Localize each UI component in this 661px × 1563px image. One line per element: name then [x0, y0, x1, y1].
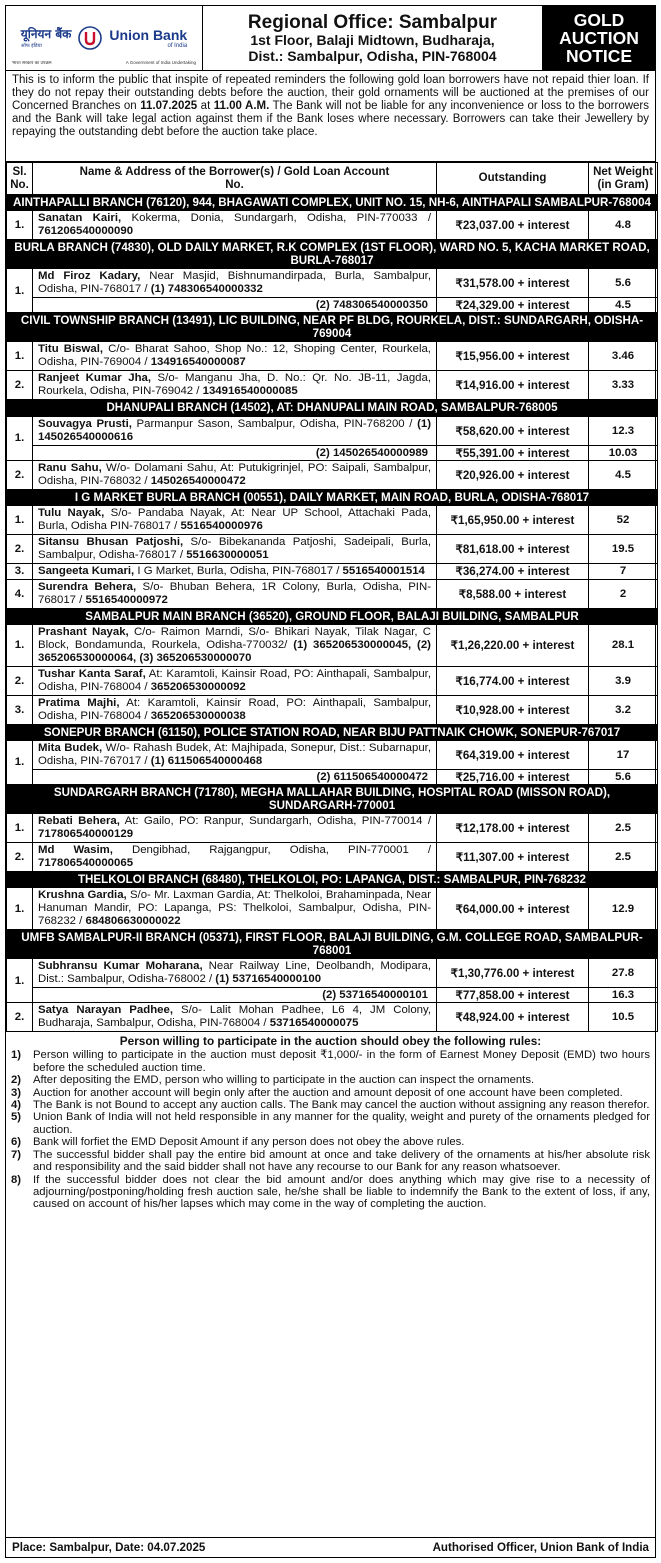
office-address-line3: Dist.: Sambalpur, Odisha, PIN-768004 [248, 47, 497, 64]
rule-text: Union Bank of India will not held responsible in any manner for the quality, weight and purety of the ornaments pledged for auction. [33, 1111, 650, 1136]
union-bank-logo [6, 6, 203, 70]
rules-list [11, 1049, 650, 1210]
borrower-address: C/o- Raimon Marndi, S/o- Bhikari Nayak, Tilak Nagar, C Block, Bondamunda, Rourkela, Odisha-770032/ [38, 625, 431, 651]
borrower-details [33, 579, 437, 608]
gold-loan-account-no: 5516630000051 [186, 548, 269, 561]
gold-loan-account-no: 684806630000022 [85, 915, 181, 928]
sl-no: 1. [7, 416, 33, 460]
borrower-row [7, 579, 658, 608]
sl-no: 1. [7, 740, 33, 784]
borrower-details [33, 959, 437, 988]
gold-loan-account-no: 365206530000038 [150, 709, 246, 722]
net-weight: 12.3 [589, 416, 658, 445]
borrower-details [33, 342, 437, 371]
net-weight: 3.33 [589, 371, 658, 400]
borrower-address: At: Karamtoli, Kainsir Road, PO: Ainthapali, Sambalpur, Odisha, PIN-768004 / [38, 696, 431, 722]
outstanding-amount: ₹55,391.00 + interest [437, 445, 589, 460]
net-weight: 2 [589, 579, 658, 608]
borrower-row [7, 371, 658, 400]
branch-header-row [7, 240, 658, 269]
borrower-row [7, 959, 658, 988]
borrower-name: Krushna Gardia, [38, 889, 127, 902]
intro-text-2: The Bank will not be liable for any inconvenience or loss to the borrowers and the Bank will take legal action against them if the Bank loses where necessary. Borrowers can take their Jewellery by repaying the outstanding debt before the auction take place. [12, 99, 650, 138]
net-weight: 4.5 [589, 298, 658, 313]
borrower-row [7, 1003, 658, 1032]
borrower-details [33, 505, 437, 534]
sl-no: 3. [7, 695, 33, 724]
intro-text-1: This is to inform the public that inspite of repeated reminders the following gold loan borrowers have not repaid thier loan. If they do not repay their outstanding debts before the auction, their gold ornaments will be auctioned at the premises of our Concerned Branches on [12, 74, 649, 112]
outstanding-amount: ₹23,037.00 + interest [437, 211, 589, 240]
borrower-address: Dengibhad, Rajgangpur, Odisha, PIN-770001 / [112, 844, 431, 857]
rules-title: Person willing to participate in the auction should obey the following rules: [119, 1034, 542, 1049]
sl-no: 1. [7, 624, 33, 666]
borrower-address: At: Gailo, PO: Ranpur, Sundargarh, Odisha, PIN-770014 / [119, 815, 432, 828]
borrower-address: S/o- Bibekananda Patjoshi, Sadeipali, Burla, Sambalpur, Odisha-768017 / [38, 535, 431, 561]
sl-no: 2. [7, 666, 33, 695]
borrower-details [33, 211, 437, 240]
logo-tag-right: A Government of India Undertaking [125, 60, 196, 65]
notice-line3: NOTICE [565, 46, 633, 66]
outstanding-amount: ₹14,916.00 + interest [437, 371, 589, 400]
borrower-row [7, 843, 658, 872]
branch-title: SAMBALPUR MAIN BRANCH (36520), GROUND FLOOR, BALAJI BUILDING, SAMBALPUR [7, 608, 658, 624]
outstanding-amount: ₹48,924.00 + interest [437, 1003, 589, 1032]
borrower-address: I G Market, Burla, Odisha, PIN-768017 / [134, 564, 343, 577]
borrower-row [7, 814, 658, 843]
borrower-details [33, 843, 437, 872]
sl-no: 1. [7, 888, 33, 930]
borrower-address: S/o- Lalit Mohan Padhee, L6 4, JM Colony, Budharaja, Sambalpur, Odisha, PIN-768004 / [38, 1004, 431, 1030]
branch-title: I G MARKET BURLA BRANCH (00551), DAILY MARKET, MAIN ROAD, BURLA, ODISHA-768017 [7, 489, 658, 505]
net-weight: 27.8 [589, 959, 658, 988]
col-outstanding: Outstanding [437, 163, 589, 195]
borrower-name: Souvagya Prusti, [38, 417, 132, 430]
borrower-row [7, 211, 658, 240]
authorised-officer: Authorised Officer, Union Bank of India [432, 1541, 649, 1554]
notice-footer [6, 1537, 655, 1557]
net-weight: 12.9 [589, 888, 658, 930]
borrower-row [7, 342, 658, 371]
branch-header-row [7, 930, 658, 959]
col-sl-no: Sl. No. [7, 163, 33, 195]
logo-hindi-text: यूनियन बैंक [20, 26, 72, 41]
borrower-address: S/o- Manganu Jha, D. No.: Qr. No. JB-11, Jagda, Rourkela, Odisha, PIN-769042 / [38, 372, 431, 398]
borrower-name: Rebati Behera, [38, 815, 120, 828]
borrower-address: S/o- Bhuban Behera, 1R Colony, Burla, Odisha, PIN-768017 / [38, 580, 431, 606]
sl-no: 2. [7, 843, 33, 872]
gold-loan-account-no: (1) 748306540000332 [150, 283, 263, 296]
branch-title: THELKOLOI BRANCH (68480), THELKOLOI, PO: LAPANGA, DIST.: SAMBALPUR, PIN-768232 [7, 872, 658, 888]
rule-number: 1) [11, 1049, 22, 1062]
logo-tagline [12, 60, 196, 66]
logo-english-block [109, 28, 187, 49]
sl-no: 3. [7, 563, 33, 579]
sub-account-row [7, 445, 658, 460]
borrower-details [33, 666, 437, 695]
borrower-name: Sitansu Bhusan Patjoshi, [38, 535, 184, 548]
office-address-line2: 1st Floor, Balaji Midtown, Budharaja, [250, 31, 495, 48]
gold-loan-account-no: (2) 748306540000350 [33, 298, 437, 313]
table-header-row [7, 163, 658, 195]
sl-no: 2. [7, 534, 33, 563]
borrower-details [33, 888, 437, 930]
rule-text: The Bank is not Bound to accept any auction calls. The Bank may cancel the auction without assigning any reason therefor. [33, 1099, 650, 1111]
outstanding-amount: ₹31,578.00 + interest [437, 269, 589, 298]
rule-number: 6) [11, 1136, 22, 1149]
net-weight: 4.8 [589, 211, 658, 240]
net-weight: 52 [589, 505, 658, 534]
borrower-name: Tushar Kanta Saraf, [38, 667, 146, 680]
borrower-row [7, 460, 658, 489]
branch-title: CIVIL TOWNSHIP BRANCH (13491), LIC BUILDING, NEAR PF BLDG, ROURKELA, DIST.: SUNDARGARH, ODISHA-769004 [7, 313, 658, 342]
borrower-row [7, 505, 658, 534]
outstanding-amount: ₹24,329.00 + interest [437, 298, 589, 313]
sub-account-row [7, 769, 658, 784]
borrower-name: Surendra Behera, [38, 580, 137, 593]
borrower-details [33, 534, 437, 563]
rule-number: 3) [11, 1086, 22, 1099]
outstanding-amount: ₹77,858.00 + interest [437, 988, 589, 1003]
borrower-address: At: Karamtoli, Kainsir Road, PO: Ainthapali, Sambalpur, Odisha, PIN-768004 / [38, 667, 431, 693]
gold-loan-account-no: 53716540000075 [269, 1017, 359, 1030]
regional-office [203, 6, 543, 70]
sub-account-row [7, 988, 658, 1003]
borrower-details [33, 1003, 437, 1032]
net-weight: 16.3 [589, 988, 658, 1003]
outstanding-amount: ₹1,26,220.00 + interest [437, 624, 589, 666]
borrower-details [33, 269, 437, 298]
notice-line1: GOLD [573, 9, 625, 30]
net-weight: 10.5 [589, 1003, 658, 1032]
net-weight: 2.5 [589, 843, 658, 872]
logo-hindi-sub: ऑफ इंडिया [20, 42, 42, 49]
borrower-address: S/o- Pandaba Nayak, At: Near UP School, Attachaki Pada, Burla, Odisha PIN-768017 / [38, 506, 431, 532]
rule-item [11, 1111, 650, 1136]
branch-header-row [7, 489, 658, 505]
gold-loan-account-no: 134916540000087 [150, 356, 246, 369]
outstanding-amount: ₹11,307.00 + interest [437, 843, 589, 872]
rule-item [11, 1136, 650, 1148]
branch-title: SUNDARGARH BRANCH (71780), MEGHA MALLAHAR BUILDING, HOSPITAL ROAD (MISSON ROAD), SUNDARGARH-770001 [7, 784, 658, 813]
col-net-weight: Net Weight (in Gram) [589, 163, 658, 195]
gold-loan-account-no: 5516540000976 [180, 519, 263, 532]
borrower-details [33, 371, 437, 400]
net-weight: 5.6 [589, 769, 658, 784]
net-weight: 7 [589, 563, 658, 579]
net-weight: 2.5 [589, 814, 658, 843]
outstanding-amount: ₹16,774.00 + interest [437, 666, 589, 695]
rule-item [11, 1087, 650, 1099]
borrower-table [6, 162, 658, 1032]
gold-loan-account-no: 134916540000085 [202, 385, 298, 398]
outstanding-amount: ₹8,588.00 + interest [437, 579, 589, 608]
branch-header-row [7, 784, 658, 813]
gold-loan-account-no: 717806540000129 [38, 828, 134, 841]
borrower-row [7, 416, 658, 445]
branch-header-row [7, 724, 658, 740]
borrower-address: C/o- Bharat Sahoo, Shop No.: 12, Shoping Center, Rourkela, Odisha, PIN-769004 / [38, 343, 431, 369]
notice-line2: AUCTION [559, 27, 639, 48]
branch-header-row [7, 195, 658, 211]
rule-text: If the successful bidder does not clear the bid amount and/or does anything which may give rise to a necessity of adjourning/postponing/holding fresh auction sale, he/she shall be liable to indemnify the Bank to the extent of loss, if any, caused on account of his/her lapses which may come in the way of completing the auction. [33, 1173, 650, 1211]
rule-text: Auction for another account will begin only after the auction and amount deposit of one account have been completed. [33, 1086, 623, 1099]
borrower-address: W/o- Dolamani Sahu, At: Putukigrinjel, PO: Saipali, Sambalpur, Odisha, PIN-768032 / [38, 461, 431, 487]
gold-loan-account-no: 717806540000065 [38, 857, 134, 870]
net-weight: 4.5 [589, 460, 658, 489]
gold-loan-account-no: (1) 145026540000616 [38, 417, 431, 443]
borrower-row [7, 695, 658, 724]
place-date: Place: Sambalpur, Date: 04.07.2025 [12, 1541, 206, 1554]
sl-no: 1. [7, 211, 33, 240]
sl-no: 1. [7, 342, 33, 371]
branch-title: AINTHAPALLI BRANCH (76120), 944, BHAGAWATI COMPLEX, UNIT NO. 15, NH-6, AINTHAPALI SAMBALPUR-768004 [7, 195, 658, 211]
gold-loan-account-no: (1) 53716540000100 [215, 973, 322, 986]
rule-number: 7) [11, 1148, 22, 1161]
borrower-row [7, 666, 658, 695]
borrower-details [33, 563, 437, 579]
borrower-name: Prashant Nayak, [38, 625, 129, 638]
borrower-name: Pratima Majhi, [38, 696, 120, 709]
sl-no: 1. [7, 814, 33, 843]
logo-hindi-block [21, 28, 72, 49]
rule-text: After depositing the EMD, person who willing to participate in the auction can inspect the ornaments. [33, 1074, 535, 1087]
rule-number: 8) [11, 1173, 22, 1186]
logo-tag-left: भारत सरकार का उपक्रम [12, 60, 52, 65]
branch-header-row [7, 400, 658, 416]
logo-english-sub: of India [167, 42, 188, 49]
outstanding-amount: ₹64,000.00 + interest [437, 888, 589, 930]
borrower-name: Md Firoz Kadary, [38, 270, 141, 283]
rule-text: The successful bidder shall pay the entire bid amount at once and take delivery of the ornaments at his/her absolute risk and responsibility and the said bidder shall not have any recourse to our Bank for any reason whatsoever. [33, 1148, 650, 1174]
sl-no: 2. [7, 1003, 33, 1032]
rule-item [11, 1099, 650, 1111]
borrower-details [33, 460, 437, 489]
outstanding-amount: ₹58,620.00 + interest [437, 416, 589, 445]
borrower-name: Subhransu Kumar Moharana, [38, 960, 203, 973]
gold-loan-account-no: (1) 365206530000045, (2) 365206530000064, (3) 365206530000070 [38, 638, 431, 664]
outstanding-amount: ₹12,178.00 + interest [437, 814, 589, 843]
branch-header-row [7, 872, 658, 888]
borrower-name: Titu Biswal, [38, 343, 104, 356]
borrower-row [7, 269, 658, 298]
rule-text: Bank will forfiet the EMD Deposit Amount if any person does not obey the above rules. [33, 1136, 465, 1149]
branch-title: UMFB SAMBALPUR-II BRANCH (05371), FIRST FLOOR, BALAJI BUILDING, G.M. COLLEGE ROAD, SAMBALPUR-768001 [7, 930, 658, 959]
net-weight: 3.2 [589, 695, 658, 724]
borrower-details [33, 416, 437, 445]
borrower-details [33, 624, 437, 666]
outstanding-amount: ₹15,956.00 + interest [437, 342, 589, 371]
col-name-address: Name & Address of the Borrower(s) / Gold Loan Account No. [33, 163, 437, 195]
borrower-details [33, 695, 437, 724]
outstanding-amount: ₹64,319.00 + interest [437, 740, 589, 769]
rule-number: 5) [11, 1111, 22, 1124]
gold-auction-notice-label [543, 6, 655, 70]
outstanding-amount: ₹1,30,776.00 + interest [437, 959, 589, 988]
net-weight: 3.46 [589, 342, 658, 371]
table-body [7, 195, 658, 1032]
borrower-address: Kokerma, Donia, Sundargarh, Odisha, PIN-770033 / [121, 212, 432, 225]
rule-text: Person willing to participate in the auction must deposit ₹1,000/- in the form of Earnest Money Deposit (EMD) two hours before the scheduled auction time. [33, 1049, 650, 1074]
intro-paragraph [6, 71, 655, 162]
borrower-details [33, 740, 437, 769]
borrower-row [7, 740, 658, 769]
borrower-address: Parmanpur Sason, Sambalpur, Odisha, PIN-768200 / [131, 417, 418, 430]
borrower-address: S/o- Mr. Laxman Gardia, At: Thelkoloi, Brahaminpada, Near Hanuman Mandir, PO: Lapanga, PS: Thelkoloi, Sambalpur, Odisha, PIN-768232 / [38, 889, 432, 928]
outstanding-amount: ₹10,928.00 + interest [437, 695, 589, 724]
outstanding-amount: ₹1,65,950.00 + interest [437, 505, 589, 534]
branch-header-row [7, 313, 658, 342]
auction-date: 11.07.2025 [140, 99, 198, 112]
notice-header [6, 6, 655, 71]
sl-no: 2. [7, 371, 33, 400]
outstanding-amount: ₹25,716.00 + interest [437, 769, 589, 784]
borrower-name: Tulu Nayak, [38, 506, 105, 519]
borrower-name: Ranu Sahu, [38, 461, 102, 474]
borrower-row [7, 888, 658, 930]
logo-english-text: Union Bank [109, 26, 188, 43]
borrower-row [7, 624, 658, 666]
union-bank-mark-icon [77, 25, 103, 51]
net-weight: 17 [589, 740, 658, 769]
sl-no: 1. [7, 269, 33, 313]
rule-item [11, 1074, 650, 1086]
rule-item [11, 1049, 650, 1074]
borrower-name: Mita Budek, [38, 741, 103, 754]
auction-rules [6, 1032, 655, 1210]
intro-at: at [197, 99, 214, 112]
rule-item [11, 1174, 650, 1211]
net-weight: 28.1 [589, 624, 658, 666]
outstanding-amount: ₹36,274.00 + interest [437, 563, 589, 579]
net-weight: 3.9 [589, 666, 658, 695]
borrower-row [7, 563, 658, 579]
sl-no: 2. [7, 460, 33, 489]
borrower-name: Md Wasim, [38, 844, 113, 857]
borrower-row [7, 534, 658, 563]
borrower-name: Ranjeet Kumar Jha, [38, 372, 152, 385]
gold-loan-account-no: 145026540000472 [150, 474, 246, 487]
branch-header-row [7, 608, 658, 624]
net-weight: 19.5 [589, 534, 658, 563]
net-weight: 10.03 [589, 445, 658, 460]
rule-item [11, 1149, 650, 1174]
gold-loan-account-no: 761206540000090 [38, 225, 134, 238]
borrower-name: Sanatan Kairi, [38, 212, 122, 225]
auction-notice [5, 5, 656, 1558]
borrower-details [33, 814, 437, 843]
borrower-address: W/o- Rahash Budek, At: Majhipada, Sonepur, Dist.: Subarnapur, Odisha, PIN-767017 / [38, 741, 431, 767]
branch-title: SONEPUR BRANCH (61150), POLICE STATION ROAD, NEAR BIJU PATTNAIK CHOWK, SONEPUR-767017 [7, 724, 658, 740]
gold-loan-account-no: (1) 611506540000468 [150, 754, 263, 767]
borrower-address: Near Railway Line, Deolbandh, Modipara, Dist.: Sambalpur, Odisha-768002 / [38, 960, 431, 986]
gold-loan-account-no: (2) 145026540000989 [33, 445, 437, 460]
borrower-address: Near Masjid, Bishnumandirpada, Burla, Sambalpur, Odisha, PIN-768017 / [38, 270, 431, 296]
sub-account-row [7, 298, 658, 313]
sl-no: 1. [7, 505, 33, 534]
gold-loan-account-no: (2) 53716540000101 [33, 988, 437, 1003]
net-weight: 5.6 [589, 269, 658, 298]
borrower-name: Sangeeta Kumari, [38, 564, 135, 577]
gold-loan-account-no: (2) 611506540000472 [33, 769, 437, 784]
gold-loan-account-no: 365206530000092 [150, 680, 246, 693]
sl-no: 4. [7, 579, 33, 608]
rule-number: 2) [11, 1074, 22, 1087]
office-title: Regional Office: Sambalpur [247, 11, 498, 33]
gold-loan-account-no: 5516540001514 [342, 564, 425, 577]
outstanding-amount: ₹81,618.00 + interest [437, 534, 589, 563]
borrower-name: Satya Narayan Padhee, [38, 1004, 173, 1017]
branch-title: DHANUPALI BRANCH (14502), AT: DHANUPALI MAIN ROAD, SAMBALPUR-768005 [7, 400, 658, 416]
outstanding-amount: ₹20,926.00 + interest [437, 460, 589, 489]
rule-number: 4) [11, 1099, 22, 1111]
auction-time: 11.00 A.M. [213, 99, 270, 112]
sl-no: 1. [7, 959, 33, 1003]
branch-title: BURLA BRANCH (74830), OLD DAILY MARKET, R.K COMPLEX (1ST FLOOR), WARD NO. 5, KACHA MARKET ROAD, BURLA-768017 [7, 240, 658, 269]
gold-loan-account-no: 5516540000972 [85, 593, 168, 606]
